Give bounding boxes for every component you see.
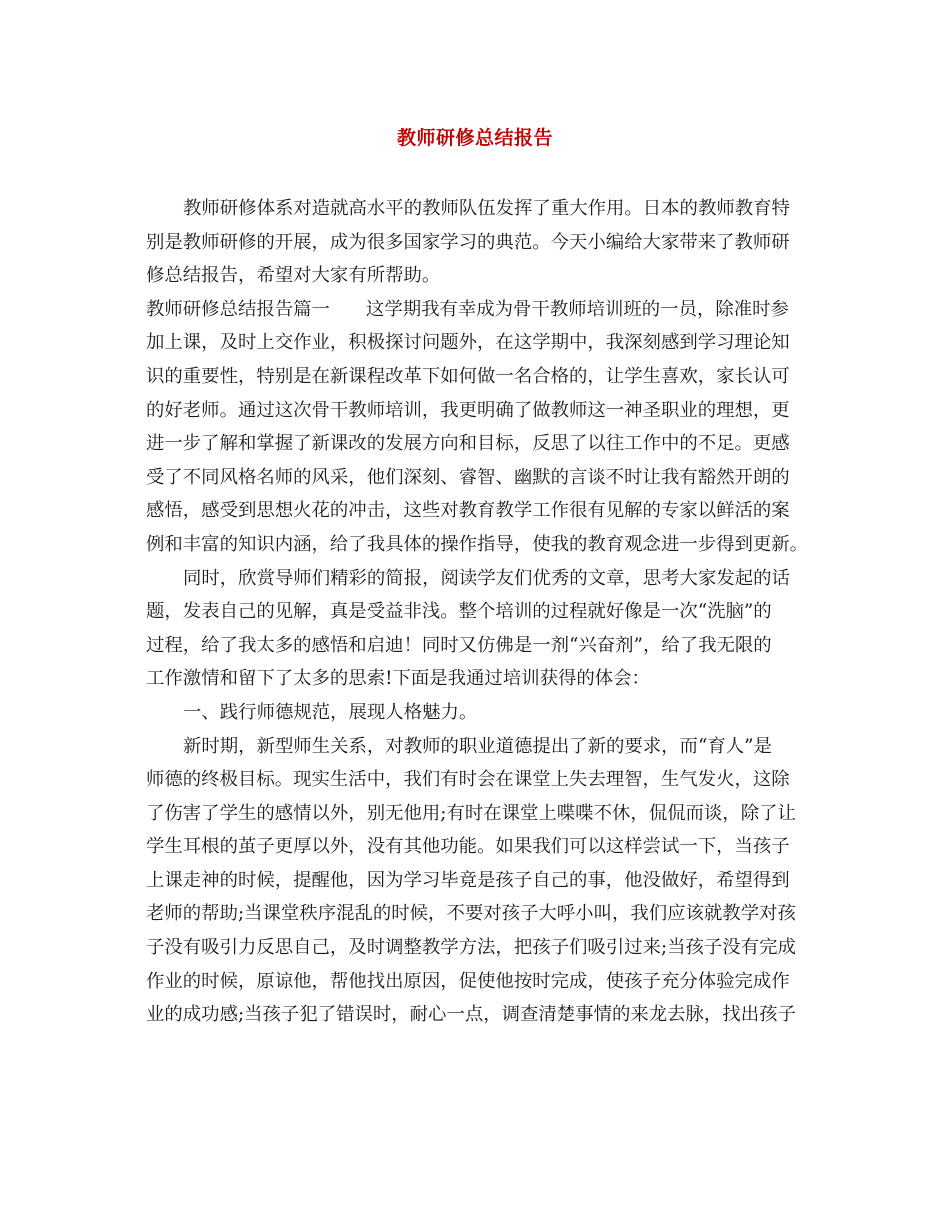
subheading: 一、践行师德规范，展现人格魅力。 <box>183 701 478 723</box>
text-line: 教师研修体系对造就高水平的教师队伍发挥了重大作用。日本的教师教育特 <box>183 198 790 219</box>
text-line: 工作激情和留下了太多的思索!下面是我通过培训获得的体会： <box>146 668 650 690</box>
text-line: 别是教师研修的开展，成为很多国家学习的典范。今天小编给大家带来了教师研 <box>146 231 790 253</box>
text-line: 作业的时候，原谅他，帮他找出原因，促使他按时完成，使孩子充分体验完成作 <box>146 970 790 992</box>
text-line: 业的成功感;当孩子犯了错误时，耐心一点，调查清楚事情的来龙去脉，找出孩子 <box>146 1004 796 1026</box>
text-line: 上课走神的时候，提醒他，因为学习毕竟是孩子自己的事，他没做好，希望得到 <box>146 869 790 891</box>
text-line: 识的重要性，特别是在新课程改革下如何做一名合格的，让学生喜欢，家长认可 <box>146 365 790 387</box>
text-line: 题，发表自己的见解，真是受益非浅。整个培训的过程就好像是一次“洗脑”的 <box>146 601 772 623</box>
text-line: 同时，欣赏导师们精彩的简报，阅读学友们优秀的文章，思考大家发起的话 <box>183 567 790 589</box>
text-line: 新时期，新型师生关系，对教师的职业道德提出了新的要求，而“育人”是 <box>183 735 772 757</box>
document-title: 教师研修总结报告 <box>396 127 553 149</box>
text-line: 例和丰富的知识内涵，给了我具体的操作指导，使我的教育观念进一步得到更新。 <box>146 533 809 555</box>
document-body <box>146 192 809 1032</box>
text-line: 进一步了解和掌握了新课改的发展方向和目标，反思了以往工作中的不足。更感 <box>146 433 790 455</box>
text-line: 师德的终极目标。现实生活中，我们有时会在课堂上失去理智，生气发火，这除 <box>146 769 790 791</box>
section-heading: 教师研修总结报告篇一 <box>146 298 330 320</box>
text-line: 加上课，及时上交作业，积极探讨问题外，在这学期中，我深刻感到学习理论知 <box>146 332 790 354</box>
text-line: 老师的帮助;当课堂秩序混乱的时候，不要对孩子大呼小叫，我们应该就教学对孩 <box>146 903 796 925</box>
text-line: 这学期我有幸成为骨干教师培训班的一员，除准时参 <box>365 298 789 320</box>
text-line: 感悟，感受到思想火花的冲击，这些对教育教学工作很有见解的专家以鲜活的案 <box>146 500 790 522</box>
text-line: 的好老师。通过这次骨干教师培训，我更明确了做教师这一神圣职业的理想，更 <box>146 399 790 421</box>
text-line: 子没有吸引力反思自己，及时调整教学方法，把孩子们吸引过来;当孩子没有完成 <box>146 937 796 959</box>
text-line: 学生耳根的茧子更厚以外，没有其他功能。如果我们可以这样尝试一下，当孩子 <box>146 836 790 858</box>
text-line-section-heading <box>146 293 806 327</box>
text-line: 受了不同风格名师的风采，他们深刻、睿智、幽默的言谈不时让我有豁然开朗的 <box>146 466 790 488</box>
text-line: 修总结报告，希望对大家有所帮助。 <box>146 265 441 287</box>
text-line: 过程，给了我太多的感悟和启迪！同时又仿佛是一剂“兴奋剂”，给了我无限的 <box>146 634 772 656</box>
text-line: 了伤害了学生的感情以外，别无他用;有时在课堂上喋喋不休，侃侃而谈，除了让 <box>146 802 796 824</box>
